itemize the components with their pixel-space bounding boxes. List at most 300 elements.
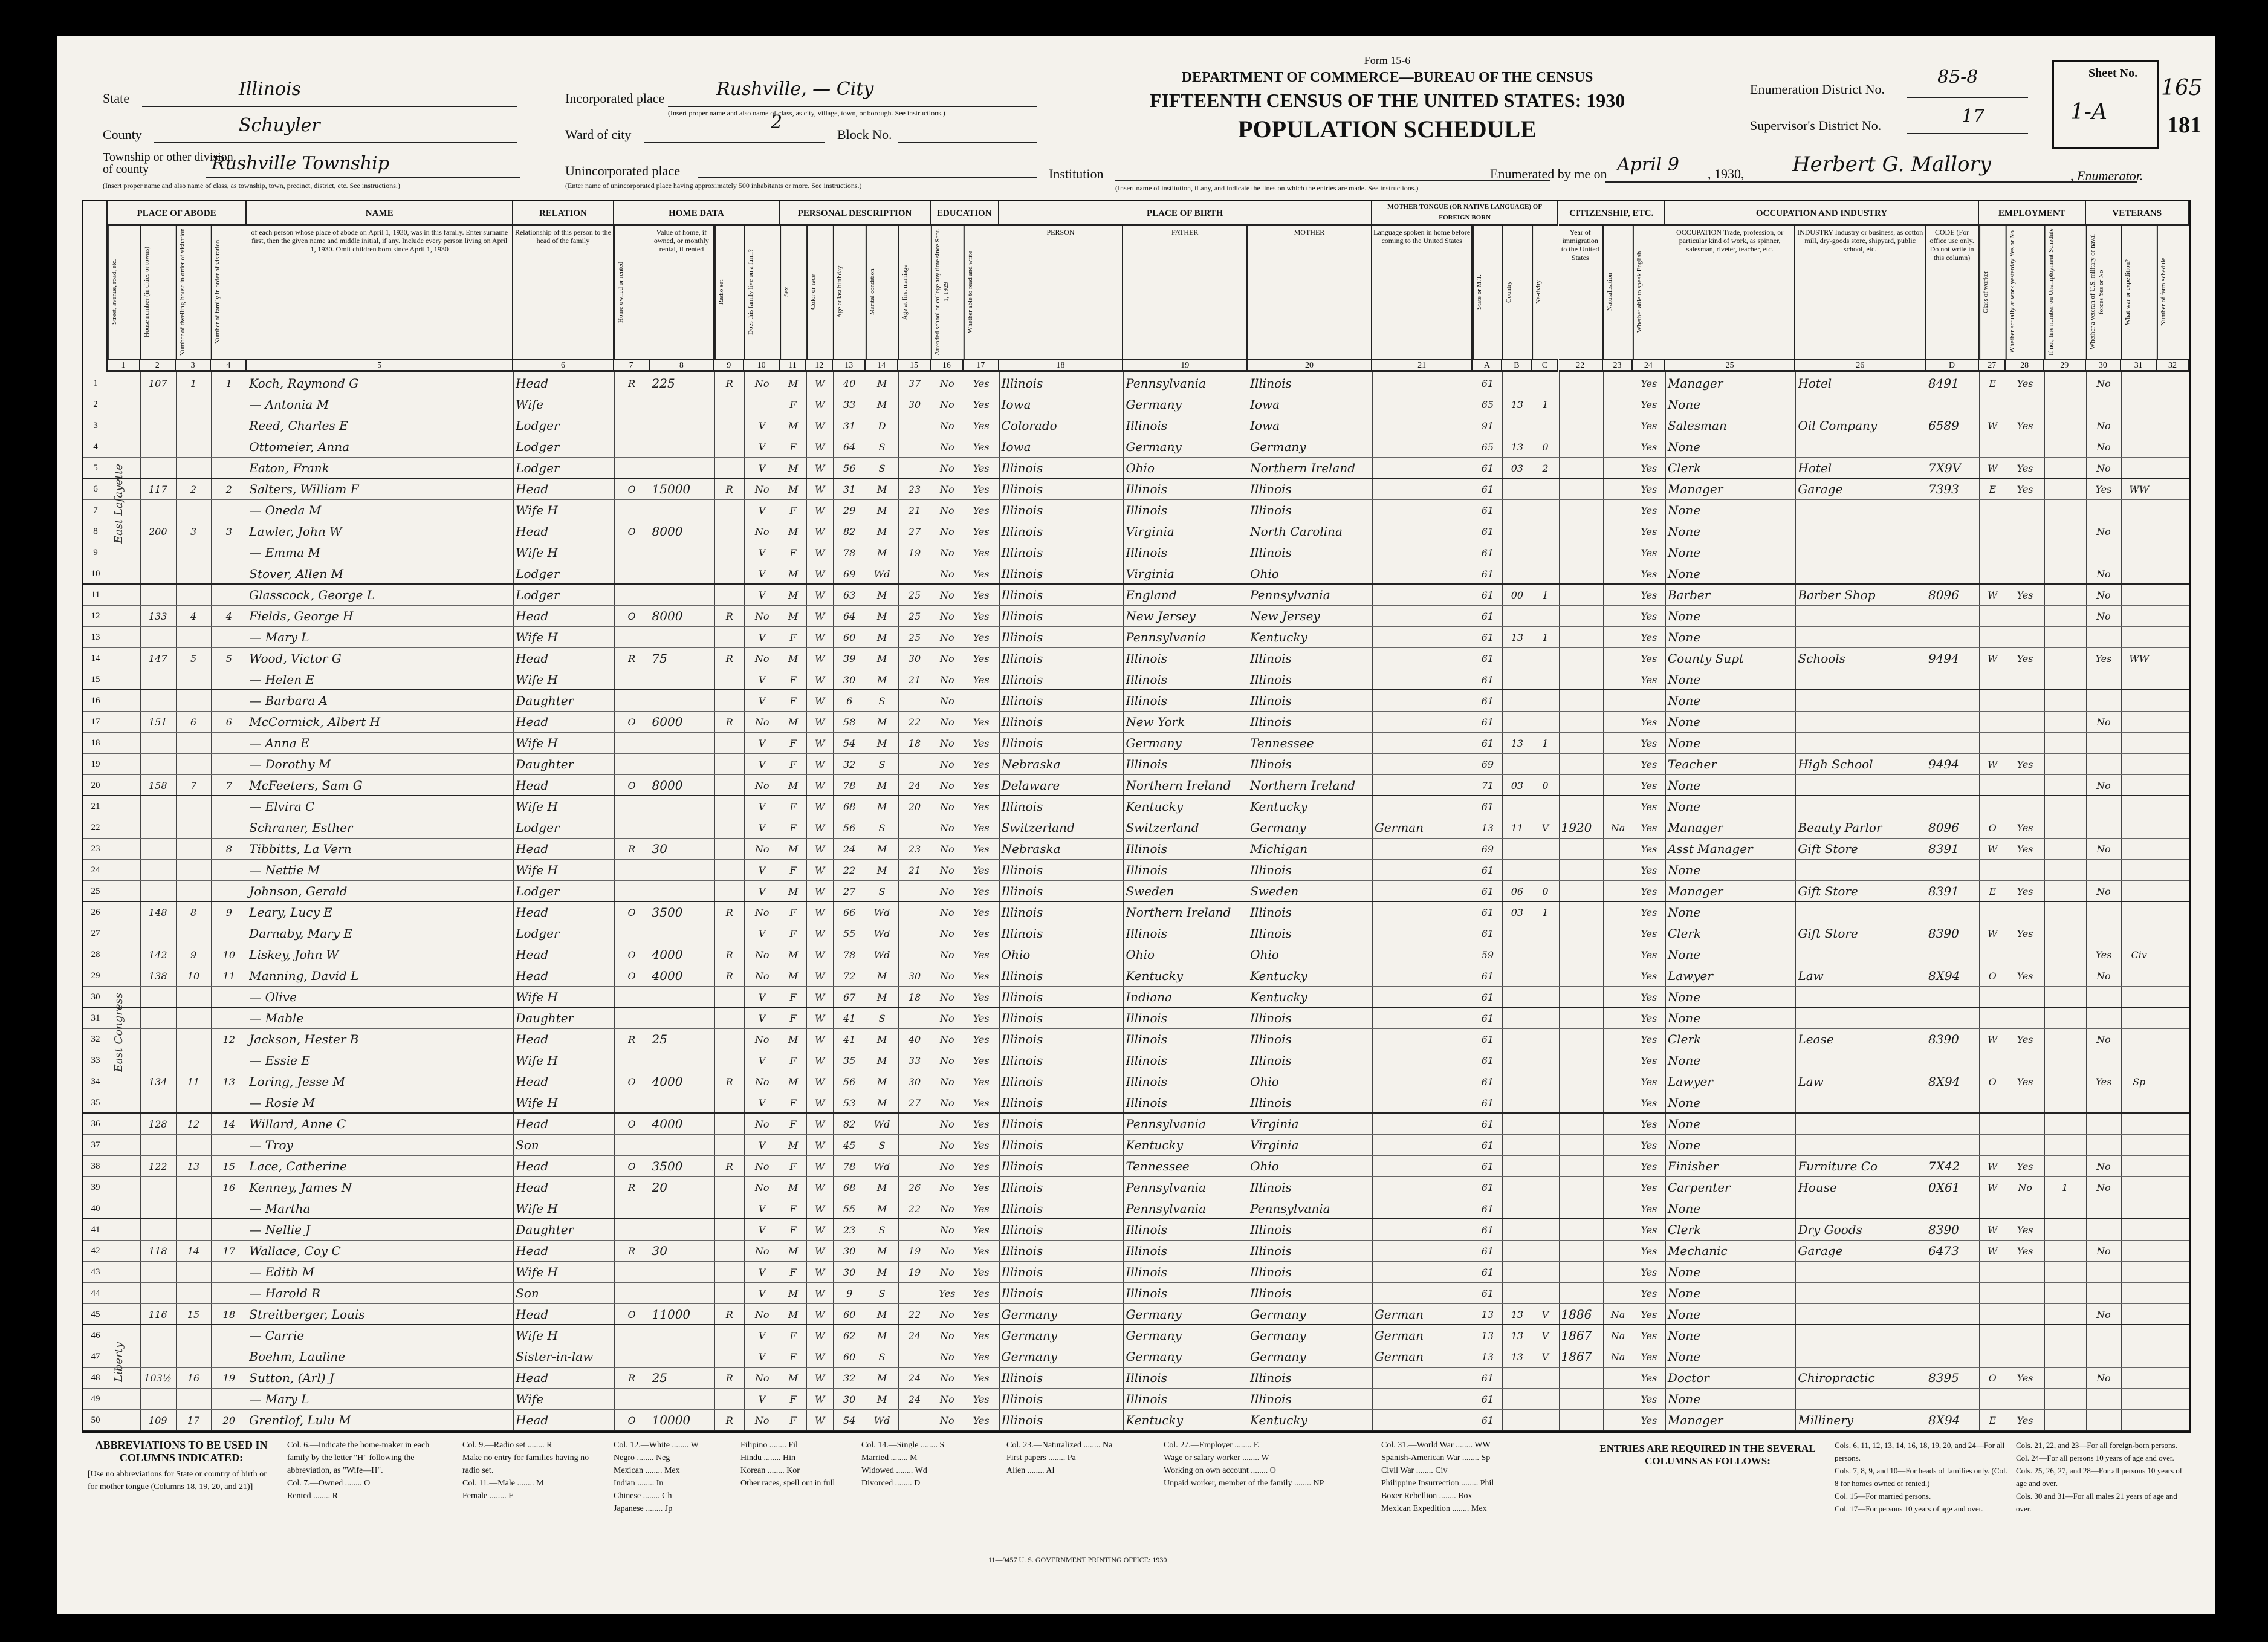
table-cell: V xyxy=(758,1097,766,1109)
table-cell: Illinois xyxy=(1126,1053,1168,1068)
table-cell: Yes xyxy=(1641,1203,1657,1215)
table-cell: V xyxy=(758,1267,766,1278)
table-cell: — Edith M xyxy=(249,1265,315,1279)
table-cell: Yes xyxy=(1641,653,1657,664)
table-cell: Yes xyxy=(973,653,990,664)
table-cell: Wife H xyxy=(516,672,558,687)
table-cell: Illinois xyxy=(1001,799,1043,814)
line-number: 39 xyxy=(91,1183,100,1192)
table-cell: W xyxy=(814,928,825,939)
table-cell: Wd xyxy=(873,1118,890,1130)
table-cell: Ohio xyxy=(1250,1159,1279,1173)
table-cell: Illinois xyxy=(1250,1265,1292,1279)
table-cell: Illinois xyxy=(1001,1201,1043,1216)
line-number: 36 xyxy=(91,1119,100,1129)
table-cell: 4 xyxy=(190,611,197,622)
table-cell: 24 xyxy=(908,1394,921,1405)
table-cell: 8000 xyxy=(652,524,683,539)
table-cell: R xyxy=(628,1182,636,1193)
table-cell: Yes xyxy=(1641,674,1657,686)
table-cell: S xyxy=(878,1288,886,1299)
table-cell: 61 xyxy=(1481,568,1494,580)
table-cell: Illinois xyxy=(1001,884,1043,898)
table-cell: Kentucky xyxy=(1126,969,1184,983)
table-row xyxy=(83,606,2189,627)
table-cell: 29 xyxy=(843,505,856,516)
table-cell: Illinois xyxy=(1250,905,1292,920)
table-cell: 61 xyxy=(1481,1288,1494,1299)
table-cell: No xyxy=(2096,886,2111,897)
table-cell: Illinois xyxy=(1001,715,1043,729)
table-cell: None xyxy=(1667,1328,1701,1343)
table-cell: House xyxy=(1798,1180,1837,1195)
column-header: Sex xyxy=(780,226,806,359)
table-cell: Garage xyxy=(1798,482,1843,496)
table-cell: No xyxy=(940,378,954,389)
table-cell: M xyxy=(876,970,887,982)
table-cell: 40 xyxy=(908,1034,921,1045)
table-cell: 30 xyxy=(843,1245,856,1257)
column-number: 6 xyxy=(513,359,614,372)
table-row xyxy=(83,775,2189,796)
table-row xyxy=(83,733,2189,754)
table-cell: None xyxy=(1667,715,1701,729)
table-cell: None xyxy=(1667,1349,1701,1364)
table-cell: Yes xyxy=(973,970,990,982)
table-cell: 56 xyxy=(843,1076,856,1088)
table-cell: Sister-in-law xyxy=(516,1349,594,1364)
table-cell: 147 xyxy=(148,653,167,664)
table-cell: Jackson, Hester B xyxy=(249,1032,359,1047)
table-cell: W xyxy=(814,822,825,834)
table-cell: 61 xyxy=(1481,970,1494,982)
table-cell: Illinois xyxy=(1001,376,1043,391)
table-cell: F xyxy=(789,822,797,834)
table-cell: Yes xyxy=(2017,843,2033,855)
table-cell: F xyxy=(789,1203,797,1215)
table-cell: M xyxy=(876,674,887,686)
table-cell: 25 xyxy=(652,1032,667,1047)
line-number: 22 xyxy=(91,823,100,832)
column-header: OCCUPATION Trade, profession, or particular kind of work, as spinner, salesman, riveter, teacher, etc. xyxy=(1665,226,1796,359)
incorporated-label: Incorporated place xyxy=(565,91,665,106)
table-cell: Illinois xyxy=(1126,757,1168,771)
table-cell: M xyxy=(876,1097,887,1109)
table-cell: 66 xyxy=(843,907,856,918)
table-cell: Northern Ireland xyxy=(1250,778,1356,793)
table-cell: No xyxy=(2096,568,2111,580)
table-cell: Yes xyxy=(973,378,990,389)
table-cell: W xyxy=(814,991,825,1003)
table-cell: F xyxy=(789,1097,797,1109)
table-cell: 78 xyxy=(843,547,856,559)
table-cell: 21 xyxy=(908,865,921,876)
table-cell: Wife H xyxy=(516,1201,558,1216)
table-cell: 15 xyxy=(222,1161,236,1172)
table-cell: 8395 xyxy=(1928,1371,1959,1385)
table-cell: Yes xyxy=(1641,462,1657,474)
table-cell: Wife xyxy=(516,397,543,412)
line-number: 30 xyxy=(91,992,100,1002)
table-cell: — Anna E xyxy=(249,736,309,750)
table-cell: Yes xyxy=(1641,589,1657,601)
table-cell: M xyxy=(788,653,799,664)
table-cell: Yes xyxy=(2017,1034,2033,1045)
table-cell: F xyxy=(789,1330,797,1342)
table-cell: Yes xyxy=(2017,886,2033,897)
table-cell: Yes xyxy=(973,1372,990,1384)
column-number: 22 xyxy=(1559,359,1603,372)
table-cell: M xyxy=(788,1076,799,1088)
table-row xyxy=(83,436,2189,458)
line-number: 46 xyxy=(91,1331,100,1340)
table-cell: 15000 xyxy=(652,482,691,496)
column-number: 10 xyxy=(744,359,780,372)
table-cell: 19 xyxy=(908,1267,921,1278)
table-cell: Wife H xyxy=(516,990,558,1004)
table-cell: McFeeters, Sam G xyxy=(249,778,363,793)
table-cell: 71 xyxy=(1481,780,1494,791)
table-cell: Yes xyxy=(973,1034,990,1045)
line-number: 26 xyxy=(91,907,100,917)
table-cell: Yes xyxy=(2017,1372,2033,1384)
column-number: 1 xyxy=(108,359,140,372)
table-cell: M xyxy=(788,1309,799,1320)
table-cell: — Olive xyxy=(249,990,297,1004)
table-cell: Head xyxy=(516,1307,549,1322)
table-cell: Daughter xyxy=(516,757,574,771)
table-cell: — Dorothy M xyxy=(249,757,331,771)
table-cell: Tennessee xyxy=(1126,1159,1190,1173)
table-cell: No xyxy=(754,1076,770,1088)
table-cell: Illinois xyxy=(1250,926,1292,941)
table-cell: Yes xyxy=(2017,1076,2033,1088)
table-cell: No xyxy=(940,399,954,410)
table-cell: W xyxy=(1987,843,1998,855)
table-cell: Head xyxy=(516,609,549,623)
table-cell: 12 xyxy=(222,1034,236,1045)
table-cell: W xyxy=(814,949,825,961)
table-row xyxy=(83,944,2189,965)
table-cell: 17 xyxy=(222,1245,236,1257)
table-cell: Na xyxy=(1610,1330,1625,1342)
table-cell: F xyxy=(789,1394,797,1405)
table-cell: Yes xyxy=(1641,801,1657,813)
table-cell: Carpenter xyxy=(1667,1180,1731,1195)
column-header: Whether able to speak English xyxy=(1633,226,1665,359)
table-cell: Yes xyxy=(973,1224,990,1236)
table-cell: Germany xyxy=(1126,1307,1182,1322)
table-row xyxy=(83,1050,2189,1071)
table-cell: 58 xyxy=(843,716,856,728)
table-cell: 61 xyxy=(1481,484,1494,495)
table-cell: W xyxy=(814,378,825,389)
table-cell: 61 xyxy=(1481,907,1494,918)
table-cell: Yes xyxy=(1641,1055,1657,1066)
table-cell: No xyxy=(940,780,954,791)
table-cell: W xyxy=(814,843,825,855)
table-cell: Yes xyxy=(1641,441,1657,453)
table-cell: 1 xyxy=(1542,907,1549,918)
table-cell: 14 xyxy=(222,1118,236,1130)
table-cell: F xyxy=(789,991,797,1003)
table-cell: New Jersey xyxy=(1250,609,1320,623)
line-number: 27 xyxy=(91,929,100,938)
table-cell: Yes xyxy=(973,928,990,939)
table-cell: None xyxy=(1667,1307,1701,1322)
table-cell: M xyxy=(876,505,887,516)
table-cell: 61 xyxy=(1481,526,1494,537)
table-row xyxy=(83,796,2189,817)
table-cell: M xyxy=(788,970,799,982)
schedule-title: POPULATION SCHEDULE xyxy=(1238,115,1537,143)
table-cell: Head xyxy=(516,947,549,962)
ward-value: 2 xyxy=(771,112,783,133)
table-cell: W xyxy=(814,738,825,749)
table-cell: Yes xyxy=(1641,1097,1657,1109)
table-cell: Salters, William F xyxy=(249,482,359,496)
column-header: Does this family live on a farm? xyxy=(744,226,780,359)
table-cell: Sp xyxy=(2133,1076,2146,1088)
table-cell: 61 xyxy=(1481,462,1494,474)
table-cell: No xyxy=(940,1055,954,1066)
table-cell: Wife H xyxy=(516,799,558,814)
table-cell: None xyxy=(1667,990,1701,1004)
table-row xyxy=(83,648,2189,669)
table-cell: Grentlof, Lulu M xyxy=(249,1413,351,1427)
table-cell: Lace, Catherine xyxy=(249,1159,347,1173)
table-cell: Gift Store xyxy=(1798,842,1858,856)
table-cell: None xyxy=(1667,736,1701,750)
table-cell: Iowa xyxy=(1250,397,1280,412)
table-cell: 22 xyxy=(908,716,921,728)
table-cell: Illinois xyxy=(1126,672,1168,687)
table-cell: 13 xyxy=(1481,822,1494,834)
table-cell: Illinois xyxy=(1001,545,1043,560)
table-cell: Wife H xyxy=(516,863,558,877)
table-cell: No xyxy=(2096,378,2111,389)
table-cell: Head xyxy=(516,1032,549,1047)
table-cell: 8390 xyxy=(1928,1032,1959,1047)
line-number: 35 xyxy=(91,1098,100,1108)
table-cell: Yes xyxy=(973,547,990,559)
table-cell: No xyxy=(754,526,770,537)
table-cell: V xyxy=(758,1055,766,1066)
table-cell: Illinois xyxy=(1001,1371,1043,1385)
table-cell: Illinois xyxy=(1001,1011,1043,1025)
table-cell: V xyxy=(1541,1309,1549,1320)
line-number: 17 xyxy=(91,717,100,727)
table-cell: 13 xyxy=(1511,738,1524,749)
table-cell: M xyxy=(876,1055,887,1066)
table-cell: No xyxy=(754,1034,770,1045)
table-cell: R xyxy=(725,1076,733,1088)
table-cell: 3 xyxy=(190,526,197,537)
table-cell: Yes xyxy=(2017,1161,2033,1172)
table-cell: Pennsylvania xyxy=(1126,1201,1206,1216)
table-cell: Yes xyxy=(973,399,990,410)
table-cell: 65 xyxy=(1481,399,1494,410)
table-cell: Kentucky xyxy=(1250,799,1307,814)
table-cell: 41 xyxy=(843,1013,856,1024)
table-cell: Virginia xyxy=(1126,566,1174,581)
table-cell: V xyxy=(1541,1351,1549,1363)
table-cell: 26 xyxy=(908,1182,921,1193)
table-cell: 3 xyxy=(225,526,232,537)
table-cell: Wd xyxy=(873,907,890,918)
table-cell: None xyxy=(1667,947,1701,962)
table-cell: M xyxy=(876,716,887,728)
table-row xyxy=(83,839,2189,860)
table-cell: 9494 xyxy=(1928,757,1959,771)
table-cell: D xyxy=(878,420,886,432)
table-cell: None xyxy=(1667,799,1701,814)
column-number: 4 xyxy=(211,359,247,372)
table-cell: W xyxy=(814,632,825,643)
column-number: 21 xyxy=(1372,359,1473,372)
table-cell: 60 xyxy=(843,1351,856,1363)
table-cell: Illinois xyxy=(1001,482,1043,496)
table-cell: Na xyxy=(1610,1351,1625,1363)
table-cell: Eaton, Frank xyxy=(249,461,329,475)
column-number: 29 xyxy=(2044,359,2086,372)
line-number: 7 xyxy=(93,505,98,515)
table-cell: Lodger xyxy=(516,418,560,433)
table-cell: — Mary L xyxy=(249,630,309,644)
table-cell: M xyxy=(876,1267,887,1278)
table-cell: S xyxy=(878,695,886,707)
table-cell: Wife H xyxy=(516,630,558,644)
table-cell: 20 xyxy=(652,1180,667,1195)
table-cell: M xyxy=(876,611,887,622)
table-cell: 54 xyxy=(843,1415,856,1426)
table-cell: Yes xyxy=(973,1351,990,1363)
table-cell: Yes xyxy=(973,441,990,453)
table-cell: Wife H xyxy=(516,1328,558,1343)
table-cell: W xyxy=(814,589,825,601)
table-cell: 64 xyxy=(843,611,856,622)
table-cell: V xyxy=(758,568,766,580)
abbrev-col12: Col. 12.—White ........ W Negro ........ Neg Mexican ........ Mex Indian ........ In Chinese ........ Ch Japanese ........ Jp xyxy=(614,1441,699,1513)
table-cell: No xyxy=(2096,589,2111,601)
column-number: 23 xyxy=(1603,359,1633,372)
table-cell: Illinois xyxy=(1126,1011,1168,1025)
table-cell: Northern Ireland xyxy=(1126,905,1231,920)
column-number: 18 xyxy=(999,359,1124,372)
table-cell: No xyxy=(754,843,770,855)
county-line xyxy=(154,142,517,143)
table-cell: Wd xyxy=(873,1161,890,1172)
table-cell: Yes xyxy=(973,886,990,897)
table-cell: 53 xyxy=(843,1097,856,1109)
table-cell: German xyxy=(1374,1328,1424,1343)
table-row xyxy=(83,712,2189,733)
table-row xyxy=(83,1368,2189,1389)
table-cell: Beauty Parlor xyxy=(1798,820,1882,835)
table-cell: Pennsylvania xyxy=(1250,1201,1330,1216)
printer-line: 11—9457 U. S. GOVERNMENT PRINTING OFFICE: 1930 xyxy=(988,1556,1167,1564)
line-number: 20 xyxy=(91,780,100,790)
table-cell: 61 xyxy=(1481,801,1494,813)
line-number: 10 xyxy=(91,569,100,579)
table-cell: No xyxy=(754,1372,770,1384)
column-number: 8 xyxy=(650,359,715,372)
table-cell: Yes xyxy=(973,505,990,516)
table-cell: 30 xyxy=(908,1076,921,1088)
table-cell: R xyxy=(725,907,733,918)
table-cell: Lodger xyxy=(516,588,560,602)
table-cell: 39 xyxy=(843,653,856,664)
column-group-header: OCCUPATION AND INDUSTRY xyxy=(1665,201,1979,226)
column-header: CODE (For office use only. Do not write in this column) xyxy=(1926,226,1979,359)
table-cell: 7 xyxy=(190,780,197,791)
table-cell: German xyxy=(1374,1349,1424,1364)
table-cell: Head xyxy=(516,1180,549,1195)
table-cell: W xyxy=(814,568,825,580)
table-cell: 25 xyxy=(908,589,921,601)
table-cell: England xyxy=(1126,588,1177,602)
table-cell: Salesman xyxy=(1667,418,1727,433)
unincorporated-note: (Enter name of unincorporated place having approximately 500 inhabitants or more. See instructions.) xyxy=(565,181,862,190)
table-cell: 60 xyxy=(843,1309,856,1320)
table-cell: 25 xyxy=(652,1371,667,1385)
table-cell: Illinois xyxy=(1250,1222,1292,1237)
table-cell: M xyxy=(788,886,799,897)
table-cell: 1867 xyxy=(1561,1328,1592,1343)
table-cell: W xyxy=(814,1267,825,1278)
table-cell: Illinois xyxy=(1001,503,1043,518)
table-cell: Yes xyxy=(1641,1394,1657,1405)
table-cell: Illinois xyxy=(1126,1371,1168,1385)
table-cell: E xyxy=(1989,886,1997,897)
table-cell: Yes xyxy=(2095,484,2112,495)
line-number: 11 xyxy=(91,590,100,600)
table-cell: No xyxy=(940,991,954,1003)
table-cell: 30 xyxy=(843,1394,856,1405)
line-number: 21 xyxy=(91,802,100,811)
column-group-header: HOME DATA xyxy=(614,201,780,226)
table-cell: German xyxy=(1374,1307,1424,1322)
table-cell: Yes xyxy=(1641,759,1657,770)
line-number: 33 xyxy=(91,1056,100,1065)
table-cell: Iowa xyxy=(1250,418,1280,433)
table-cell: 13 xyxy=(1481,1330,1494,1342)
table-cell: W xyxy=(814,695,825,707)
table-cell: E xyxy=(1989,1415,1997,1426)
table-cell: Yes xyxy=(2095,949,2112,961)
table-cell: W xyxy=(814,801,825,813)
table-cell: Yes xyxy=(1641,716,1657,728)
column-header: Age at last birthday xyxy=(833,226,866,359)
table-cell: Virginia xyxy=(1250,1138,1299,1152)
table-cell: Yes xyxy=(973,1076,990,1088)
table-cell: W xyxy=(814,1034,825,1045)
table-cell: F xyxy=(789,1224,797,1236)
table-cell: Illinois xyxy=(1250,1095,1292,1110)
table-cell: Illinois xyxy=(1001,609,1043,623)
table-cell: V xyxy=(1541,1330,1549,1342)
table-cell: Gift Store xyxy=(1798,926,1858,941)
table-cell: 107 xyxy=(148,378,167,389)
table-cell: Yes xyxy=(1641,1245,1657,1257)
table-cell: F xyxy=(789,738,797,749)
table-cell: Kentucky xyxy=(1250,969,1307,983)
form-number: Form 15-6 xyxy=(1364,54,1411,67)
table-cell: Illinois xyxy=(1126,926,1168,941)
table-cell: Yes xyxy=(973,1288,990,1299)
table-cell: No xyxy=(754,949,770,961)
table-cell: — Essie E xyxy=(249,1053,310,1068)
